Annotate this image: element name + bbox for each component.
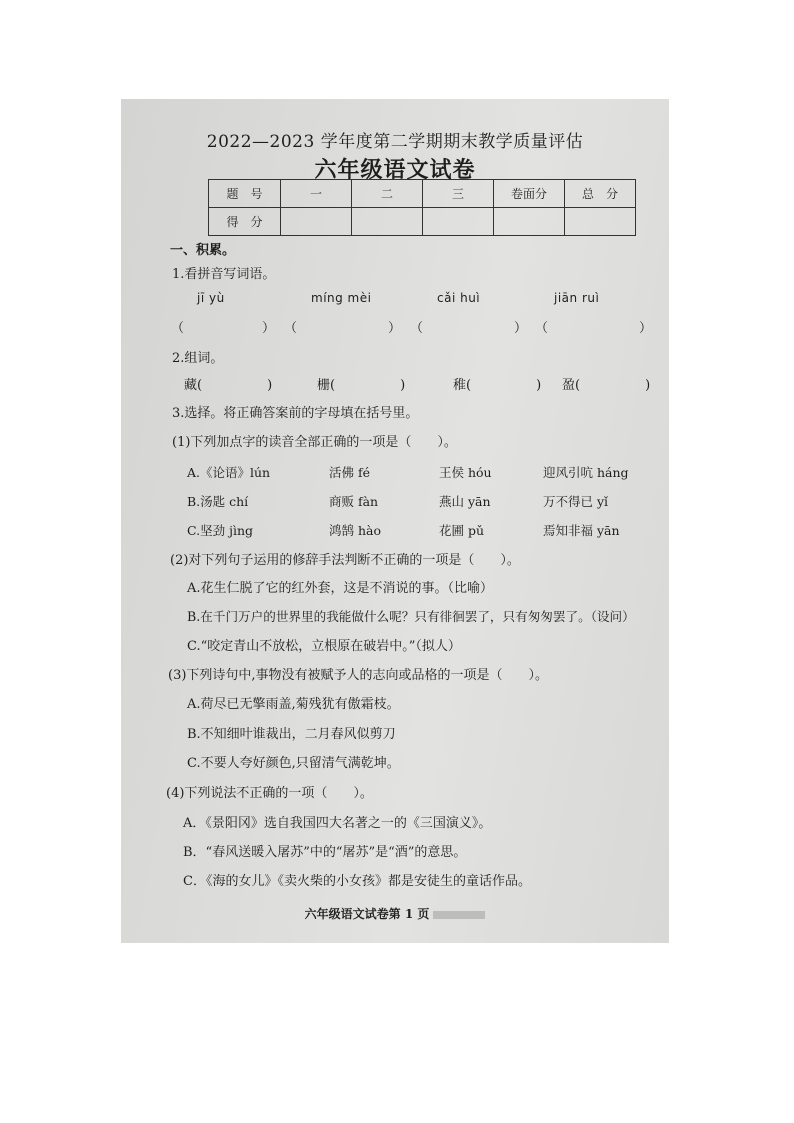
score-table [208,179,636,236]
option-cell: 焉知非福 yān [543,523,620,538]
pinyin-4: jiān ruì [554,291,600,305]
section-title: 一、积累。 [170,243,236,258]
score-cell: 一 [281,180,352,208]
option-line: A.花生仁脱了它的红外套，这是不消说的事。（比喻） [187,581,494,596]
option-line: B.在千门万户的世界里的我能做什么呢？只有徘徊罢了，只有匆匆罢了。（设问） [187,609,635,624]
question-1-stem: 1.看拼音写词语。 [172,267,276,282]
pinyin-3: cǎi huì [437,291,481,305]
score-cell: 二 [352,180,423,208]
score-cell [281,208,352,236]
answer-bracket-4: （ ） [535,321,653,336]
question-3-stem: 3.选择。将正确答案前的字母填在括号里。 [172,406,419,421]
option-line: C．《海的女儿》《卖火柴的小女孩》都是安徒生的童话作品。 [183,874,531,889]
sub-question-2-stem: (2)对下列句子运用的修辞手法判断不正确的一项是（ ）。 [170,553,520,568]
score-cell [565,208,636,236]
page-footer [121,905,669,922]
exam-paper [121,99,669,943]
score-cell: 卷面分 [494,180,565,208]
option-line: B．“春风送暖入屠苏”中的“屠苏”是“酒”的意思。 [183,845,467,860]
option-cell: 商贩 fàn [329,494,379,509]
score-table-header-row [209,180,636,208]
option-cell: 迎风引吭 háng [543,465,629,480]
word-group-1: 藏( ) [184,378,273,393]
option-cell: 万不得已 yǐ [543,494,609,509]
sub-question-1-stem: (1)下列加点字的读音全部正确的一项是（ ）。 [172,435,457,450]
footer-text: 六年级语文试卷第 1 页 [304,907,430,921]
option-cell: 鸿鹄 hào [329,523,382,538]
score-cell: 得 分 [209,208,281,236]
option-cell: A.《论语》lún [187,465,271,480]
exam-title: 2022—2023 学年度第二学期期末教学质量评估 [206,132,584,152]
option-cell: 活佛 fé [329,465,370,480]
score-cell: 题 号 [209,180,281,208]
answer-bracket-1: （ ） [171,321,276,336]
answer-bracket-2: （ ） [284,321,402,336]
sub-question-3-stem: (3)下列诗句中,事物没有被赋予人的志向或品格的一项是（ ）。 [168,668,549,683]
option-line: A．《景阳冈》选自我国四大名著之一的《三国演义》。 [183,816,492,831]
score-cell [494,208,565,236]
option-cell: C.坚劲 jìng [187,523,253,538]
option-line: B.不知细叶谁裁出，二月春风似剪刀 [187,727,396,742]
option-cell: B.汤匙 chí [187,494,249,509]
blurred-region [433,911,485,919]
score-cell [352,208,423,236]
score-table-score-row [209,208,636,236]
option-line: C.不要人夸好颜色,只留清气满乾坤。 [187,756,400,771]
question-2-stem: 2.组词。 [172,351,224,366]
option-cell: 王侯 hóu [439,465,492,480]
score-cell: 总 分 [565,180,636,208]
exam-subtitle: 六年级语文试卷 [314,157,476,183]
word-group-3: 稚( ) [453,378,542,393]
option-line: A.荷尽已无擎雨盖,菊残犹有傲霜枝。 [187,697,400,712]
word-group-2: 栅( ) [317,378,406,393]
pinyin-2: míng mèi [311,291,372,305]
sub-question-4-stem: (4)下列说法不正确的一项（ ）。 [166,786,373,801]
option-cell: 花圃 pǔ [439,523,485,538]
word-group-4: 盈( ) [562,378,651,393]
score-cell: 三 [423,180,494,208]
score-cell [423,208,494,236]
pinyin-1: jī yù [197,291,225,305]
option-line: C.“咬定青山不放松，立根原在破岩中。”（拟人） [187,639,461,654]
answer-bracket-3: （ ） [410,321,528,336]
option-cell: 燕山 yān [439,494,491,509]
